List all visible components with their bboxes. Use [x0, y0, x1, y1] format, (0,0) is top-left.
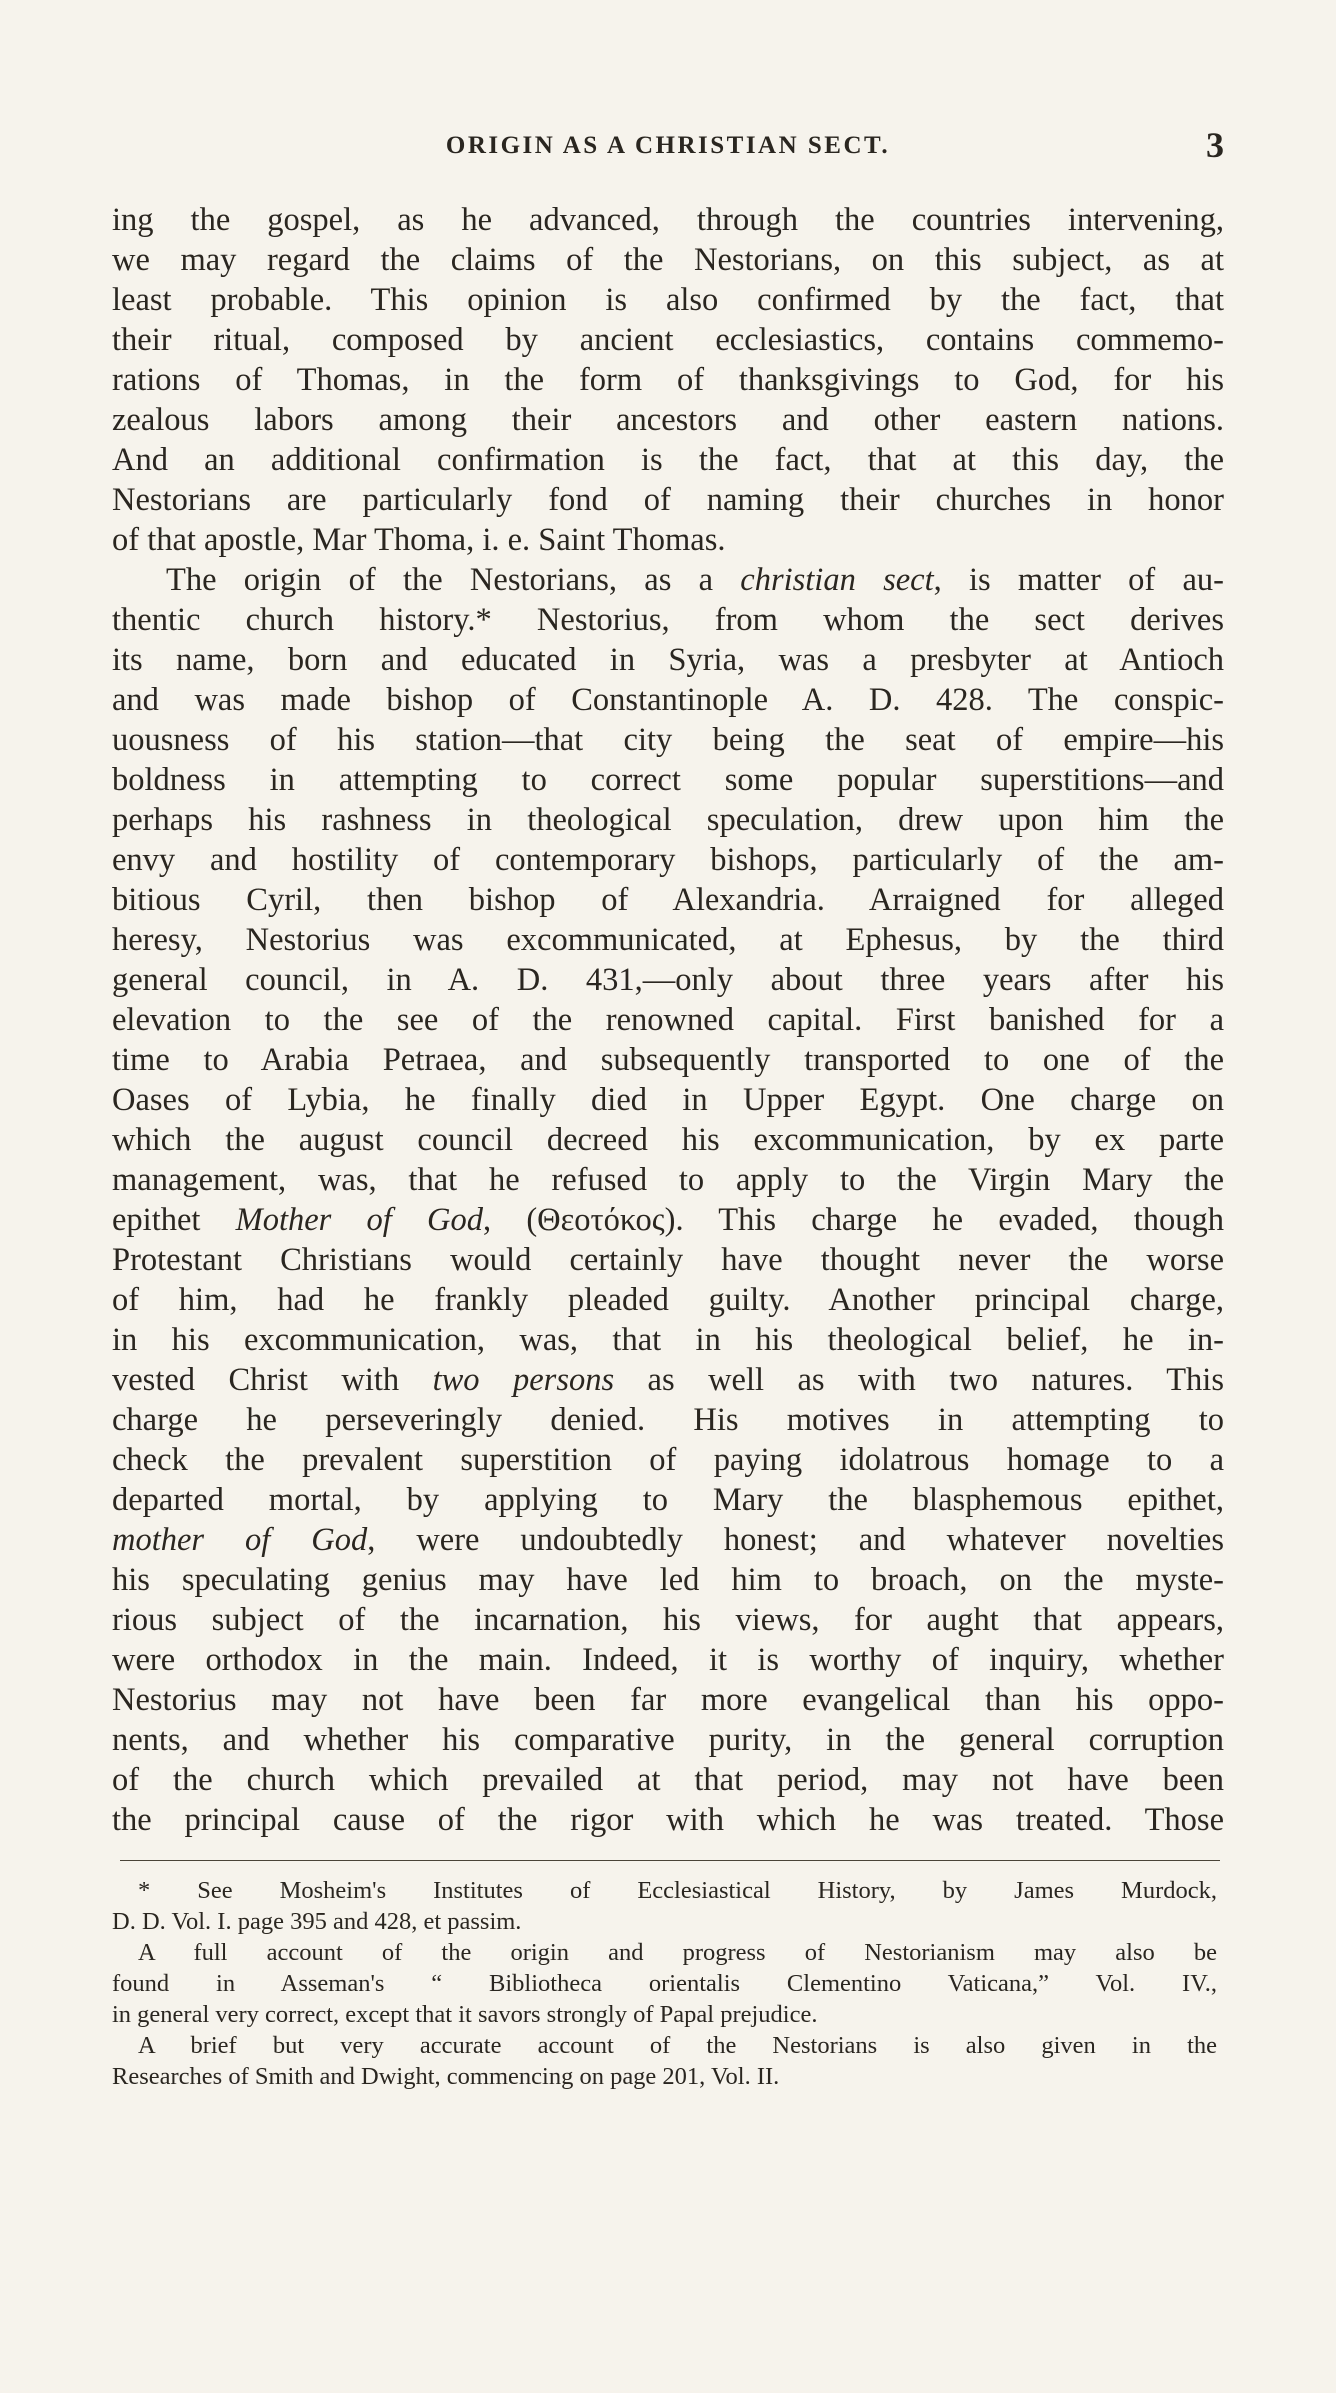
- text-line: check the prevalent superstition of paying idolatrous homage to a: [112, 1442, 1224, 1478]
- running-title: ORIGIN AS A CHRISTIAN SECT.: [445, 132, 891, 159]
- text-line: and was made bishop of Constantinople A. D. 428. The conspic-: [112, 682, 1224, 718]
- text-line: his speculating genius may have led him to broach, on the myste-: [112, 1562, 1224, 1598]
- text-line: heresy, Nestorius was excommunicated, at Ephesus, by the third: [112, 922, 1224, 958]
- text-line: zealous labors among their ancestors and other eastern nations.: [112, 402, 1224, 438]
- text-line: nents, and whether his comparative purity, in the general corruption: [112, 1722, 1224, 1758]
- text-line: of that apostle, Mar Thoma, i. e. Saint Thomas.: [112, 522, 726, 558]
- text-line: general council, in A. D. 431,—only about three years after his: [112, 962, 1224, 998]
- text-line: management, was, that he refused to apply to the Virgin Mary the: [112, 1162, 1224, 1198]
- page-header: [112, 125, 1224, 172]
- text-line: And an additional confirmation is the fact, that at this day, the: [112, 442, 1224, 478]
- page-number: 3: [1206, 125, 1224, 165]
- footnote-line: A full account of the origin and progress of Nestorianism may also be: [138, 1939, 1217, 1966]
- text-line: time to Arabia Petraea, and subsequently transported to one of the: [112, 1042, 1224, 1078]
- text-line: elevation to the see of the renowned capital. First banished for a: [112, 1002, 1224, 1038]
- text-line: rations of Thomas, in the form of thanksgivings to God, for his: [112, 362, 1224, 398]
- footnote-line: found in Asseman's “ Bibliotheca orientalis Clementino Vaticana,” Vol. IV.,: [112, 1970, 1217, 1997]
- text-line: thentic church history.* Nestorius, from whom the sect derives: [112, 602, 1224, 638]
- body-text: [112, 200, 1224, 1840]
- text-line: rious subject of the incarnation, his views, for aught that appears,: [112, 1602, 1224, 1638]
- text-line: Nestorius may not have been far more evangelical than his oppo-: [112, 1682, 1224, 1718]
- text-line: perhaps his rashness in theological speculation, drew upon him the: [112, 802, 1224, 838]
- text-line: its name, born and educated in Syria, was a presbyter at Antioch: [112, 642, 1224, 678]
- text-line: we may regard the claims of the Nestorians, on this subject, as at: [112, 242, 1224, 278]
- text-line: boldness in attempting to correct some popular superstitions—and: [112, 762, 1224, 798]
- text-line: vested Christ with two persons as well as with two natures. This: [112, 1362, 1224, 1398]
- text-line: in his excommunication, was, that in his theological belief, he in-: [112, 1322, 1224, 1358]
- text-line: bitious Cyril, then bishop of Alexandria. Arraigned for alleged: [112, 882, 1224, 918]
- text-line: envy and hostility of contemporary bishops, particularly of the am-: [112, 842, 1224, 878]
- text-line: the principal cause of the rigor with which he was treated. Those: [112, 1802, 1224, 1838]
- text-line: of him, had he frankly pleaded guilty. Another principal charge,: [112, 1282, 1224, 1318]
- text-line: were orthodox in the main. Indeed, it is worthy of inquiry, whether: [112, 1642, 1224, 1678]
- footnote-line: * See Mosheim's Institutes of Ecclesiastical History, by James Murdock,: [138, 1877, 1217, 1904]
- text-line: Protestant Christians would certainly have thought never the worse: [112, 1242, 1224, 1278]
- text-line: of the church which prevailed at that period, may not have been: [112, 1762, 1224, 1798]
- text-line: ing the gospel, as he advanced, through the countries intervening,: [112, 202, 1224, 238]
- text-line: mother of God, were undoubtedly honest; and whatever novelties: [112, 1522, 1224, 1558]
- text-line: uousness of his station—that city being the seat of empire—his: [112, 722, 1224, 758]
- footnote-line: Researches of Smith and Dwight, commencing on page 201, Vol. II.: [112, 2063, 780, 2090]
- footnote-line: in general very correct, except that it savors strongly of Papal prejudice.: [112, 2001, 818, 2028]
- text-line: Nestorians are particularly fond of naming their churches in honor: [112, 482, 1224, 518]
- footnote-rule: [120, 1860, 1220, 1861]
- footnote-line: D. D. Vol. I. page 395 and 428, et passim.: [112, 1908, 522, 1935]
- footnotes: [112, 1875, 1217, 2092]
- text-line: The origin of the Nestorians, as a christian sect, is matter of au-: [166, 562, 1224, 598]
- footnote-line: A brief but very accurate account of the Nestorians is also given in the: [138, 2032, 1217, 2059]
- text-line: which the august council decreed his excommunication, by ex parte: [112, 1122, 1224, 1158]
- text-line: departed mortal, by applying to Mary the blasphemous epithet,: [112, 1482, 1224, 1518]
- text-line: their ritual, composed by ancient ecclesiastics, contains commemo-: [112, 322, 1224, 358]
- text-line: least probable. This opinion is also confirmed by the fact, that: [112, 282, 1224, 318]
- text-line: epithet Mother of God, (Θεοτόκος). This charge he evaded, though: [112, 1202, 1224, 1238]
- text-line: charge he perseveringly denied. His motives in attempting to: [112, 1402, 1224, 1438]
- text-line: Oases of Lybia, he finally died in Upper Egypt. One charge on: [112, 1082, 1224, 1118]
